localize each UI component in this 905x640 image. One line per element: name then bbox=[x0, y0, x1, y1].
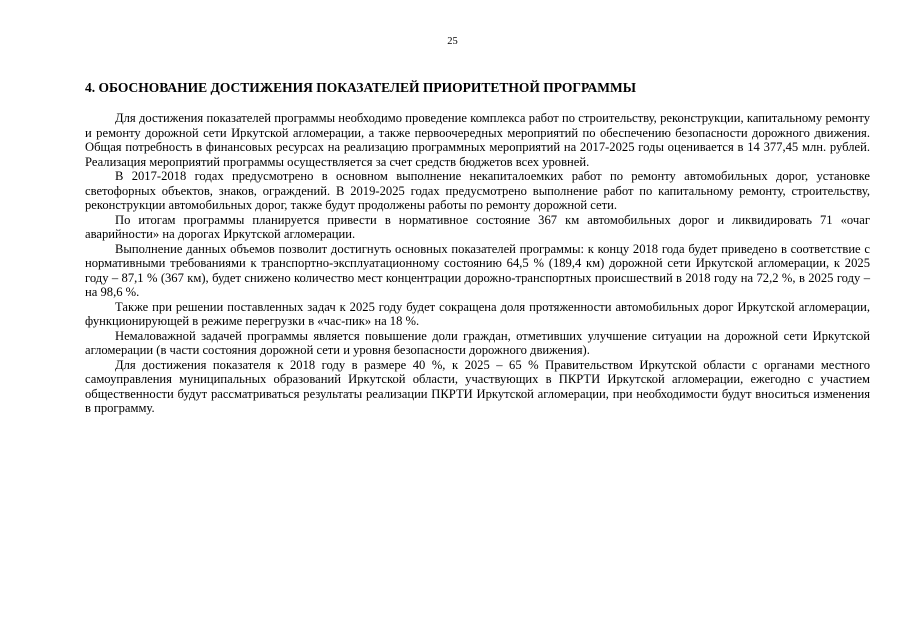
paragraph-citizen-satisfaction: Немаловажной задачей программы является повышение доли граждан, отметивших улучшение ситуации на дорожной сети Иркутской агломерации (в части состояния дорожной сети и уровня безопасности дорожного движения). bbox=[85, 328, 870, 357]
page-number: 25 bbox=[447, 36, 458, 47]
paragraph-monitoring: Для достижения показателя к 2018 году в размере 40 %, к 2025 – 65 % Правительством Иркутской области с органами местного самоуправления муниципальных образований Иркутской области, участвующих в ПКРТИ Иркутской агломерации, ежегодно с участием общественности будут рассматриваться результаты реализации ПКРТИ Иркутской агломерации, при необходимости будут вноситься изменения в программу. bbox=[85, 357, 870, 415]
paragraph-key-indicators: Выполнение данных объемов позволит достигнуть основных показателей программы: к концу 2018 года будет приведено в соответствие с нормативными требованиями к транспортно-эксплуатационному состоянию 64,5 % (189,4 км) дорожной сети Иркутской агломерации, к 2025 году – 87,1 % (367 км), будет снижено количество мест концентрации дорожно-транспортных происшествий в 2018 году на 72,2 %, в 2025 году – на 98,6 %. bbox=[85, 241, 870, 299]
paragraph-program-results: По итогам программы планируется привести в нормативное состояние 367 км автомобильных дорог и ликвидировать 71 «очаг аварийности» на дорогах Иркутской агломерации. bbox=[85, 212, 870, 241]
paragraph-work-schedule: В 2017-2018 годах предусмотрено в основном выполнение некапиталоемких работ по ремонту автомобильных дорог, установке светофорных объектов, знаков, ограждений. В 2019-2025 годах предусмотрено выполнение работ по капитальному ремонту, строительству, реконструкции автомобильных дорог, также будут продолжены работы по ремонту дорожной сети. bbox=[85, 169, 870, 212]
body-text bbox=[85, 111, 870, 416]
paragraph-congestion: Также при решении поставленных задач к 2025 году будет сокращена доля протяженности автомобильных дорог Иркутской агломерации, функционирующей в режиме перегрузки в «час-пик» на 18 %. bbox=[85, 299, 870, 328]
section-title: 4. ОБОСНОВАНИЕ ДОСТИЖЕНИЯ ПОКАЗАТЕЛЕЙ ПРИОРИТЕТНОЙ ПРОГРАММЫ bbox=[85, 80, 637, 95]
paragraph-financing: Для достижения показателей программы необходимо проведение комплекса работ по строительству, реконструкции, капитальному ремонту и ремонту дорожной сети Иркутской агломерации, а также первоочередных мероприятий по обеспечению безопасности дорожного движения. Общая потребность в финансовых ресурсах на реализацию программных мероприятий на 2017-2025 годы оценивается в 14 377,45 млн. рублей. Реализация мероприятий программы осуществляется за счет средств бюджетов всех уровней. bbox=[85, 111, 870, 169]
